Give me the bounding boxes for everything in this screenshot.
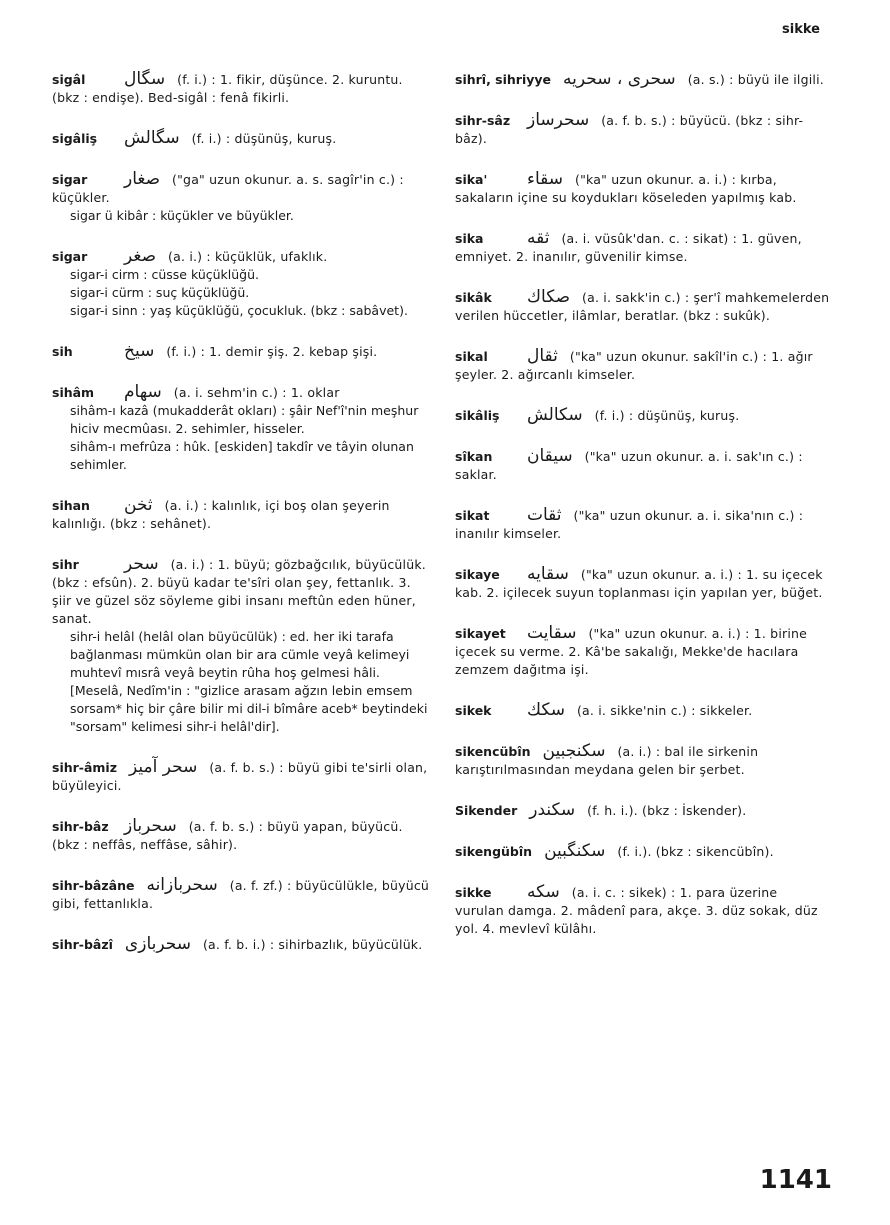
entry-headword: sika'	[455, 172, 488, 187]
entry-headword: sihr-sâz	[455, 113, 511, 128]
entry-headword: sihr-bâzâne	[52, 878, 135, 893]
entry-definition: (a. f. zf.) : büyücülükle, büyücü gibi, fettanlıkla.	[52, 878, 430, 911]
entry-definition: (a. i. sehm'in c.) : 1. oklar	[173, 385, 340, 400]
entry-definition: (f. i.) : 1. demir şiş. 2. kebap şişi.	[166, 344, 378, 359]
dictionary-entry	[52, 247, 430, 320]
entry-main-line	[455, 347, 830, 384]
entry-arabic-script: ثقات	[527, 505, 562, 525]
entry-definition: ("ka" uzun okunur. a. i.) : 1. birine içecek su verme. 2. Kâ'be sakalığı, Mekke'de hacılara zemzem dağıtma işi.	[455, 626, 808, 677]
entry-headword: sih	[52, 344, 73, 359]
entry-arabic-script: صكاك	[527, 287, 571, 307]
entry-arabic-script: سكندر	[529, 800, 576, 820]
dictionary-entry	[455, 447, 830, 484]
entry-main-line	[455, 447, 830, 484]
dictionary-entry	[52, 935, 430, 954]
entry-definition: (f. i.) : 1. fikir, düşünce. 2. kuruntu. (bkz : endişe). Bed-sigâl : fenâ fikirli.	[52, 72, 403, 105]
entry-arabic-script: صغار	[124, 169, 161, 189]
entry-headword: sihr-bâz	[52, 819, 109, 834]
entry-definition: (a. f. b. s.) : büyü gibi te'sirli olan, büyüleyici.	[52, 760, 428, 793]
dictionary-entry	[455, 801, 830, 820]
entry-subentry: sigar-i sinn : yaş küçüklüğü, çocukluk. (bkz : sabâvet).	[70, 303, 408, 318]
entry-definition: (a. i.) : bal ile sirkenin karıştırılmasından meydana gelen bir şerbet.	[455, 744, 759, 777]
dictionary-entry	[455, 742, 830, 779]
entry-subentry: sihâm-ı kazâ (mukadderât okları) : şâir Nef'î'nin meşhur hiciv mecmûası. 2. sehimler, hisseler.	[70, 403, 419, 436]
dictionary-entry	[455, 111, 830, 148]
entry-headword: sîkan	[455, 449, 493, 464]
entry-arabic-script: سحر آميز	[129, 757, 198, 777]
entry-definition: ("ka" uzun okunur. a. i.) : 1. su içecek kab. 2. içilecek suyun toplanması için yapılan yer, büğet.	[455, 567, 823, 600]
entry-arabic-script: سكك	[527, 700, 565, 720]
entry-subentry: sihr-i helâl (helâl olan büyücülük) : ed. her iki tarafa bağlanması mümkün olan bir ara cümle veyâ kelimeyi muhtevî mısrâ veyâ beytin rûha hoş gelmesi hâli. [Meselâ, Nedîm'in : "gizlice arasam ağzın lebin emsem sorsam* hiç bir çâre bilir mi dil-i bîmâre aceb* beytindeki "sorsam" kelimesi sihr-i helâl'dir].	[70, 629, 428, 734]
entry-definition: (a. i. vüsûk'dan. c. : sikat) : 1. güven, emniyet. 2. inanılır, güvenilir kimse.	[455, 231, 802, 264]
entry-main-line	[455, 742, 830, 779]
entry-arabic-script: سيقان	[527, 446, 573, 466]
entry-main-line	[455, 883, 830, 938]
entry-definition: ("ka" uzun okunur. a. i. sika'nın c.) : inanılır kimseler.	[455, 508, 804, 541]
entry-headword: sihâm	[52, 385, 95, 400]
entry-main-line	[52, 247, 430, 266]
dictionary-entry	[52, 129, 430, 148]
entry-definition: (a. f. b. s.) : büyücü. (bkz : sihr-bâz).	[455, 113, 804, 146]
entry-main-line	[455, 406, 830, 425]
dictionary-entry	[52, 383, 430, 474]
entry-arabic-script: سيخ	[124, 341, 155, 361]
entry-arabic-script: سكالش	[527, 405, 583, 425]
entry-main-line	[52, 342, 430, 361]
entry-main-line	[52, 170, 430, 207]
entry-definition: ("ga" uzun okunur. a. s. sagîr'in c.) : küçükler.	[52, 172, 404, 205]
dictionary-entry	[455, 406, 830, 425]
running-header: sikke	[782, 22, 820, 37]
dictionary-entry	[52, 817, 430, 854]
entry-main-line	[455, 229, 830, 266]
entry-main-line	[52, 70, 430, 107]
entry-arabic-script: سقايت	[527, 623, 577, 643]
entry-main-line	[455, 701, 830, 720]
entry-headword: sikke	[455, 885, 492, 900]
entry-arabic-script: صغر	[124, 246, 157, 266]
dictionary-entry	[455, 229, 830, 266]
entry-headword: sikaye	[455, 567, 500, 582]
dictionary-entry	[52, 555, 430, 736]
entry-subentry: sigar-i cirm : cüsse küçüklüğü.	[70, 267, 259, 282]
entry-headword: sihan	[52, 498, 90, 513]
entry-main-line	[52, 555, 430, 628]
entry-main-line	[455, 801, 830, 820]
entry-arabic-script: سحربازانه	[146, 875, 218, 895]
entry-definition: (a. i.) : küçüklük, ufaklık.	[168, 249, 328, 264]
entry-headword: sikâk	[455, 290, 492, 305]
entry-main-line	[455, 170, 830, 207]
entry-definition: (a. i. sakk'in c.) : şer'î mahkemelerden verilen hüccetler, ilâmlar, beratlar. (bkz : sukûk).	[455, 290, 830, 323]
entry-headword: sihr-âmiz	[52, 760, 117, 775]
entry-main-line	[52, 758, 430, 795]
entry-headword: sigâliş	[52, 131, 98, 146]
entry-headword: sigar	[52, 172, 88, 187]
entry-main-line	[455, 565, 830, 602]
entry-main-line	[52, 383, 430, 402]
entry-main-line	[52, 876, 430, 913]
dictionary-entry	[52, 342, 430, 361]
entry-definition: (a. i.) : kalınlık, içi boş olan şeyerin kalınlığı. (bkz : sehânet).	[52, 498, 390, 531]
entry-arabic-script: سكنجبين	[542, 741, 606, 761]
entry-headword: sigar	[52, 249, 88, 264]
dictionary-entry	[52, 876, 430, 913]
entry-subentry: sigar-i cürm : suç küçüklüğü.	[70, 285, 250, 300]
entry-subentry: sigar ü kibâr : küçükler ve büyükler.	[70, 208, 294, 223]
entry-arabic-script: ثخن	[124, 495, 153, 515]
entry-headword: sihr-bâzî	[52, 937, 113, 952]
entry-headword: sika	[455, 231, 484, 246]
entry-arabic-script: سكه	[527, 882, 560, 902]
entry-definition: (a. f. b. s.) : büyü yapan, büyücü. (bkz : neffâs, neffâse, sâhir).	[52, 819, 403, 852]
dictionary-entry	[455, 347, 830, 384]
dictionary-entry	[455, 506, 830, 543]
entry-arabic-script: ثقه	[527, 228, 550, 248]
entry-arabic-script: سحر	[124, 554, 159, 574]
dictionary-entry	[455, 883, 830, 938]
entry-definition: ("ka" uzun okunur. sakîl'in c.) : 1. ağır şeyler. 2. ağırcanlı kimseler.	[455, 349, 813, 382]
left-column	[52, 70, 430, 976]
entry-definition: (a. i. c. : sikek) : 1. para üzerine vurulan damga. 2. mâdenî para, akçe. 3. düz sokak, düz yol. 4. mevlevî külâhı.	[455, 885, 818, 936]
entry-subentry: sihâm-ı mefrûza : hûk. [eskiden] takdîr ve tâyin olunan sehimler.	[70, 439, 414, 472]
entry-arabic-script: سقايه	[527, 564, 569, 584]
entry-arabic-script: سگالش	[124, 128, 180, 148]
entry-headword: Sikender	[455, 803, 518, 818]
entry-main-line	[52, 935, 430, 954]
dictionary-entry	[455, 842, 830, 861]
right-column	[455, 70, 830, 960]
entry-main-line	[455, 842, 830, 861]
dictionary-entry	[455, 288, 830, 325]
entry-definition: (a. i. sikke'nin c.) : sikkeler.	[576, 703, 753, 718]
entry-main-line	[52, 129, 430, 148]
entry-headword: sikal	[455, 349, 488, 364]
entry-main-line	[52, 496, 430, 533]
entry-main-line	[455, 70, 830, 89]
entry-headword: sikâliş	[455, 408, 500, 423]
entry-definition: (a. f. b. i.) : sihirbazlık, büyücülük.	[202, 937, 423, 952]
entry-arabic-script: سحرى ، سحريه	[563, 69, 676, 89]
entry-arabic-script: سقاء	[527, 169, 564, 189]
entry-arabic-script: سحرساز	[527, 110, 590, 130]
entry-definition: (a. s.) : büyü ile ilgili.	[687, 72, 824, 87]
entry-main-line	[455, 111, 830, 148]
entry-headword: sihr	[52, 557, 79, 572]
dictionary-entry	[52, 758, 430, 795]
entry-definition: (f. i.). (bkz : sikencübîn).	[617, 844, 774, 859]
entry-headword: sikayet	[455, 626, 506, 641]
page-number: 1141	[759, 1165, 832, 1195]
entry-headword: sikat	[455, 508, 490, 523]
entry-arabic-script: سهام	[124, 382, 162, 402]
entry-definition: ("ka" uzun okunur. a. i.) : kırba, sakaların içine su koydukları köseleden yapılmış kab.	[455, 172, 797, 205]
entry-main-line	[455, 506, 830, 543]
dictionary-entry	[455, 170, 830, 207]
dictionary-entry	[455, 70, 830, 89]
entry-definition: (f. i.) : düşünüş, kuruş.	[594, 408, 740, 423]
dictionary-entry	[455, 565, 830, 602]
dictionary-entry	[52, 496, 430, 533]
entry-arabic-script: سحرباز	[124, 816, 177, 836]
entry-headword: sihrî, sihriyye	[455, 72, 552, 87]
entry-main-line	[455, 624, 830, 679]
entry-headword: sikek	[455, 703, 492, 718]
dictionary-entry	[52, 170, 430, 225]
entry-headword: sigâl	[52, 72, 86, 87]
entry-arabic-script: ثقال	[527, 346, 558, 366]
entry-headword: sikengübîn	[455, 844, 533, 859]
entry-arabic-script: سكنگبين	[544, 841, 606, 861]
entry-main-line	[455, 288, 830, 325]
entry-definition: (f. i.) : düşünüş, kuruş.	[191, 131, 337, 146]
entry-arabic-script: سحربازى	[124, 934, 191, 954]
dictionary-entry	[455, 701, 830, 720]
entry-definition: ("ka" uzun okunur. a. i. sak'ın c.) : saklar.	[455, 449, 803, 482]
entry-main-line	[52, 817, 430, 854]
entry-arabic-script: سگال	[124, 69, 166, 89]
dictionary-entry	[52, 70, 430, 107]
dictionary-entry	[455, 624, 830, 679]
entry-definition: (a. i.) : 1. büyü; gözbağcılık, büyücülük. (bkz : efsûn). 2. büyü kadar te'sîri olan şey, fettanlık. 3. şiir ve güzel söz söyleme gibi insanı meftûn eden hüner, sanat.	[52, 557, 426, 626]
entry-headword: sikencübîn	[455, 744, 531, 759]
entry-definition: (f. h. i.). (bkz : İskender).	[587, 803, 747, 818]
